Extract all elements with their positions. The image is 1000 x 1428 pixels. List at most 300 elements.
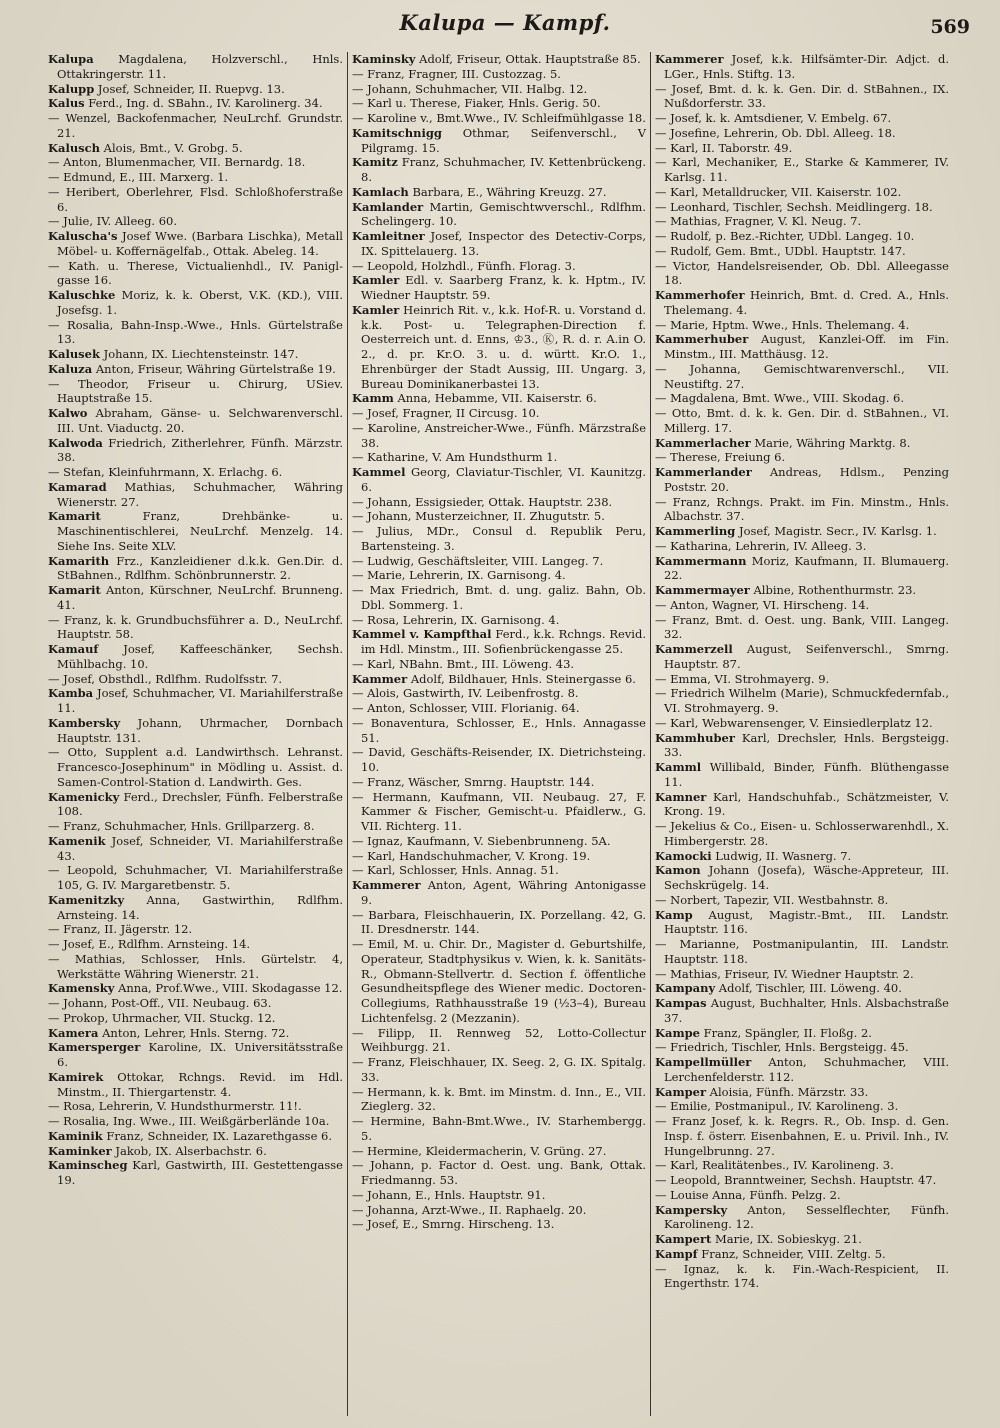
entry-details: — Karl, Mechaniker, E., Starke & Kammerer, IV. Karlsg. 11. bbox=[655, 155, 949, 184]
directory-entry bbox=[655, 893, 949, 908]
directory-entry bbox=[352, 1203, 646, 1218]
directory-entry bbox=[48, 406, 343, 436]
directory-entry bbox=[655, 318, 949, 333]
entry-surname: Kaminscheg bbox=[48, 1158, 128, 1173]
directory-entry bbox=[655, 288, 949, 318]
entry-details: — Johanna, Arzt-Wwe., II. Raphaelg. 20. bbox=[352, 1202, 587, 1217]
entry-surname: Kalusek bbox=[48, 347, 100, 361]
entry-details: — Leopold, Holzhdl., Fünfh. Florag. 3. bbox=[352, 258, 576, 273]
entry-surname: Kammel bbox=[352, 465, 406, 479]
directory-entry bbox=[352, 421, 646, 451]
directory-entry bbox=[655, 1247, 949, 1262]
directory-entry bbox=[352, 155, 646, 185]
entry-surname: Kamlander bbox=[352, 199, 424, 214]
entry-surname: Kammhuber bbox=[655, 730, 735, 745]
entry-details: Moriz, k. k. Oberst, V.K. (KD.), VIII. Josefsg. 1. bbox=[57, 288, 343, 317]
directory-entry bbox=[655, 598, 949, 613]
entry-surname: Kaluscha's bbox=[48, 229, 118, 243]
entry-details: Othmar, Seifenverschl., V Pilgramg. 15. bbox=[361, 125, 646, 155]
entry-details: — Hermine, Bahn-Bmt.Wwe., IV. Starhembergg. 5. bbox=[352, 1114, 646, 1143]
entry-details: — Franz, Schuhmacher, Hnls. Grillparzerg. 8. bbox=[48, 819, 315, 833]
entry-details: August, Buchhalter, Hnls. Alsbachstraße 37. bbox=[664, 996, 949, 1025]
entry-details: — Heribert, Oberlehrer, Flsd. Schloßhoferstraße 6. bbox=[48, 184, 343, 214]
entry-details: — Theodor, Friseur u. Chirurg, USiev. Hauptstraße 15. bbox=[48, 376, 343, 406]
entry-details: — Rosalia, Bahn-Insp.-Wwe., Hnls. Gürtelstraße 13. bbox=[48, 317, 343, 347]
entry-details: — Karl, Webwarensenger, V. Einsiedlerplatz 12. bbox=[655, 715, 933, 730]
entry-details: — Josef, E., Smrng. Hirscheng. 13. bbox=[352, 1217, 555, 1232]
entry-surname: Kammerhuber bbox=[655, 332, 749, 347]
entry-details: — Katharine, V. Am Hundsthurm 1. bbox=[352, 450, 558, 465]
entry-details: — Josef, Obsthdl., Rdlfhm. Rudolfsstr. 7. bbox=[48, 671, 283, 686]
entry-surname: Kamm bbox=[352, 391, 394, 406]
directory-entry bbox=[352, 568, 646, 583]
directory-entry bbox=[655, 819, 949, 849]
entry-details: — Emilie, Postmanipul., IV. Karolineng. 3. bbox=[655, 1099, 899, 1114]
entry-details: Ferd., k.k. Rchngs. Revid. im Hdl. Minstm., III. Sofienbrückengasse 25. bbox=[361, 627, 647, 656]
entry-surname: Kammerling bbox=[655, 524, 736, 538]
entry-surname: Kamauf bbox=[48, 642, 99, 656]
entry-details: — Therese, Freiung 6. bbox=[655, 450, 786, 465]
entry-details: — Marie, Lehrerin, IX. Garnisong. 4. bbox=[352, 568, 566, 583]
entry-details: — Hermann, Kaufmann, VII. Neubaug. 27, F. Kammer & Fischer, Gemischt-u. Pfaidlerw., G. VII. Richterg. 11. bbox=[352, 789, 646, 833]
directory-entry bbox=[655, 1158, 949, 1173]
entry-details: — Otto, Supplent a.d. Landwirthsch. Lehranst. Francesco-Josephinum" in Mödling u. Assist. d. Samen-Control-Station d. Landwirth. Ges. bbox=[48, 745, 343, 789]
entry-surname: Kamner bbox=[655, 789, 707, 804]
entry-details: — Karl, Metalldrucker, VII. Kaiserstr. 102. bbox=[655, 184, 902, 199]
entry-details: — Johanna, Gemischtwarenverschl., VII. Neustiftg. 27. bbox=[655, 361, 949, 391]
entry-surname: Kamitschnigg bbox=[352, 125, 442, 140]
directory-entry bbox=[655, 362, 949, 392]
directory-entry bbox=[655, 849, 949, 864]
directory-entry bbox=[352, 790, 646, 834]
directory-entry bbox=[352, 52, 646, 67]
entry-surname: Kamler bbox=[352, 302, 400, 317]
directory-entry bbox=[48, 863, 343, 893]
directory-entry bbox=[48, 141, 343, 156]
directory-entry bbox=[48, 716, 343, 746]
entry-surname: Kamenitzky bbox=[48, 892, 125, 907]
directory-entry bbox=[48, 1114, 343, 1129]
entry-details: Anna, Hebamme, VII. Kaiserstr. 6. bbox=[393, 391, 597, 406]
entry-details: Georg, Claviatur-Tischler, VI. Kaunitzg. 6. bbox=[361, 465, 646, 494]
entry-details: — Franz, Fragner, III. Custozzag. 5. bbox=[352, 66, 561, 81]
directory-entry bbox=[352, 450, 646, 465]
directory-entry bbox=[655, 1055, 949, 1085]
entry-details: Karoline, IX. Universitätsstraße 6. bbox=[57, 1040, 343, 1069]
entry-details: Heinrich Rit. v., k.k. Hof-R. u. Vorstand d. k.k. Post- u. Telegraphen-Direction f. Oesterreich unt. d. Enns, ♔3., Ⓚ, R. d. r. A.in O. 2., d. pr. Kr.O. 3. u. d. württ. Kr.O. 1., Ehrenbürger der Stadt Aussig, III. Ungarg. 3, Bureau Dominikanerbastei 13. bbox=[361, 302, 646, 391]
directory-entry bbox=[352, 716, 646, 746]
directory-entry bbox=[655, 790, 949, 820]
entry-details: Josef, Kaffeeschänker, Sechsh. Mühlbachg. 10. bbox=[57, 642, 343, 671]
directory-entry bbox=[48, 347, 343, 362]
column-3 bbox=[650, 52, 953, 1416]
directory-entry bbox=[352, 613, 646, 628]
entry-surname: Kalwo bbox=[48, 406, 88, 420]
entry-details: Adolf, Friseur, Ottak. Hauptstraße 85. bbox=[415, 52, 641, 66]
directory-entry bbox=[655, 937, 949, 967]
entry-surname: Kampe bbox=[655, 1025, 700, 1040]
directory-entry bbox=[655, 244, 949, 259]
entry-details: — Marianne, Postmanipulantin, III. Landstr. Hauptstr. 118. bbox=[655, 937, 949, 966]
entry-surname: Kaluza bbox=[48, 361, 93, 376]
entry-details: — Karoline, Anstreicher-Wwe., Fünfh. Märzstraße 38. bbox=[352, 420, 646, 450]
entry-details: — Josef, E., Rdlfhm. Arnsteing. 14. bbox=[48, 937, 251, 951]
directory-entry bbox=[352, 509, 646, 524]
entry-surname: Kalusch bbox=[48, 140, 101, 155]
entry-details: — Johann, E., Hnls. Hauptstr. 91. bbox=[352, 1187, 546, 1202]
directory-entry bbox=[655, 1114, 949, 1158]
entry-surname: Kamba bbox=[48, 686, 94, 701]
entry-details: Abraham, Gänse- u. Selchwarenverschl. III. Unt. Viaductg. 20. bbox=[57, 406, 343, 435]
entry-details: Ferd., Drechsler, Fünfh. Felberstraße 108. bbox=[57, 789, 343, 819]
directory-entry bbox=[352, 1217, 646, 1232]
entry-details: August, Magistr.-Bmt., III. Landstr. Hauptstr. 116. bbox=[664, 907, 949, 937]
entry-details: Anna, Gastwirthin, Rdlfhm. Arnsteing. 14. bbox=[57, 892, 343, 922]
page-header bbox=[40, 10, 970, 50]
directory-entry bbox=[352, 200, 646, 230]
entry-details: — Rosalia, Ing. Wwe., III. Weißgärberlände 10a. bbox=[48, 1114, 330, 1128]
directory-entry bbox=[655, 52, 949, 82]
directory-entry bbox=[352, 657, 646, 672]
entry-surname: Kammer bbox=[352, 671, 408, 686]
entry-details: Johann, Uhrmacher, Dornbach Hauptstr. 131. bbox=[57, 715, 343, 745]
directory-entry bbox=[48, 229, 343, 259]
directory-entry bbox=[48, 362, 343, 377]
entry-details: Anton, Kürschner, NeuLrchf. Brunneng. 41. bbox=[57, 583, 343, 612]
entry-details: — Karl, NBahn. Bmt., III. Löweng. 43. bbox=[352, 656, 575, 671]
entry-details: — Alois, Gastwirth, IV. Leibenfrostg. 8. bbox=[352, 686, 579, 701]
directory-entry bbox=[655, 200, 949, 215]
entry-details: — Mathias, Fragner, V. Kl. Neug. 7. bbox=[655, 214, 862, 229]
entry-details: Aloisia, Fünfh. Märzstr. 33. bbox=[706, 1084, 869, 1099]
entry-details: — Karl, II. Taborstr. 49. bbox=[655, 140, 793, 155]
directory-entry bbox=[48, 185, 343, 215]
directory-entry bbox=[655, 259, 949, 289]
directory-entry bbox=[352, 303, 646, 392]
entry-details: — David, Geschäfts-Reisender, IX. Dietrichsteing. 10. bbox=[352, 745, 646, 774]
directory-entry bbox=[352, 686, 646, 701]
directory-entry bbox=[48, 377, 343, 407]
entry-surname: Kammerer bbox=[352, 878, 421, 892]
entry-details: — Leopold, Branntweiner, Sechsh. Hauptstr. 47. bbox=[655, 1173, 937, 1187]
directory-entry bbox=[352, 96, 646, 111]
directory-entry bbox=[655, 1232, 949, 1247]
directory-entry bbox=[655, 539, 949, 554]
directory-entry bbox=[48, 613, 343, 643]
directory-entry bbox=[655, 111, 949, 126]
directory-entry bbox=[352, 111, 646, 126]
directory-entry bbox=[655, 1203, 949, 1233]
entry-details: Magdalena, Holzverschl., Hnls. Ottakringerstr. 11. bbox=[57, 52, 343, 81]
directory-entry bbox=[48, 1011, 343, 1026]
entry-details: — Franz, II. Jägerstr. 12. bbox=[48, 922, 193, 937]
directory-entry bbox=[48, 82, 343, 97]
entry-surname: Kamirek bbox=[48, 1069, 104, 1084]
entry-details: Marie, IX. Sobieskyg. 21. bbox=[711, 1232, 862, 1246]
entry-surname: Kammerlander bbox=[655, 465, 752, 479]
entry-details: — Johann, p. Factor d. Oest. ung. Bank, Ottak. Friedmanng. 53. bbox=[352, 1158, 646, 1187]
entry-details: — Franz, Rchngs. Prakt. im Fin. Minstm., Hnls. Albachstr. 37. bbox=[655, 494, 949, 524]
entry-details: — Anton, Blumenmacher, VII. Bernardg. 18. bbox=[48, 155, 306, 170]
entry-details: Franz, Spängler, II. Floßg. 2. bbox=[699, 1025, 872, 1040]
directory-entry bbox=[48, 893, 343, 923]
entry-details: — Karl u. Therese, Fiaker, Hnls. Gerig. 50. bbox=[352, 96, 601, 111]
directory-entry bbox=[655, 716, 949, 731]
directory-entry bbox=[352, 627, 646, 657]
directory-entry bbox=[48, 952, 343, 982]
entry-details: Martin, Gemischtwverschl., Rdlfhm. Schelingerg. 10. bbox=[361, 199, 646, 229]
directory-entry bbox=[655, 155, 949, 185]
directory-entry bbox=[655, 863, 949, 893]
entry-surname: Kamenicky bbox=[48, 789, 120, 804]
entry-details: — Stefan, Kleinfuhrmann, X. Erlachg. 6. bbox=[48, 465, 283, 479]
entry-details: — Josef, Fragner, II Circusg. 10. bbox=[352, 406, 540, 420]
entry-details: — Julie, IV. Alleeg. 60. bbox=[48, 214, 178, 229]
directory-entry bbox=[48, 288, 343, 318]
entry-surname: Kammerzell bbox=[655, 642, 733, 656]
entry-details: Franz, Drehbänke- u. Maschinentischlerei, NeuLrchf. Menzelg. 14. Siehe Ins. Seite XLV. bbox=[57, 509, 343, 553]
entry-details: Anna, Prof.Wwe., VIII. Skodagasse 12. bbox=[114, 981, 343, 996]
entry-details: — Bonaventura, Schlosser, E., Hnls. Annagasse 51. bbox=[352, 715, 646, 745]
directory-entry bbox=[655, 391, 949, 406]
entry-details: — Emma, VI. Strohmayerg. 9. bbox=[655, 671, 830, 686]
entry-details: Marie, Währing Marktg. 8. bbox=[750, 435, 911, 450]
entry-details: Anton, Agent, Währing Antonigasse 9. bbox=[361, 878, 646, 907]
entry-surname: Kamon bbox=[655, 863, 701, 878]
entry-details: — Victor, Handelsreisender, Ob. Dbl. Alleegasse 18. bbox=[655, 258, 949, 288]
entry-details: — Franz, Wäscher, Smrng. Hauptstr. 144. bbox=[352, 774, 595, 789]
directory-entry bbox=[352, 1144, 646, 1159]
directory-entry bbox=[352, 465, 646, 495]
entry-details: — Norbert, Tapezir, VII. Westbahnstr. 8. bbox=[655, 892, 889, 907]
directory-entry bbox=[48, 819, 343, 834]
directory-entry bbox=[352, 834, 646, 849]
entry-details: Ottokar, Rchngs. Revid. im Hdl. Minstm., II. Thiergartenstr. 4. bbox=[57, 1069, 343, 1099]
entry-details: — Anton, Schlosser, VIII. Florianig. 64. bbox=[352, 701, 580, 715]
entry-details: Josef, k.k. Hilfsämter-Dir. Adjct. d. LGer., Hnls. Stiftg. 13. bbox=[664, 52, 949, 81]
entry-details: Anton, Lehrer, Hnls. Sterng. 72. bbox=[98, 1025, 290, 1040]
entry-details: — Hermann, k. k. Bmt. im Minstm. d. Inn., E., VII. Zieglerg. 32. bbox=[352, 1084, 646, 1114]
directory-entry bbox=[655, 1026, 949, 1041]
entry-surname: Kaluschke bbox=[48, 288, 116, 302]
directory-entry bbox=[48, 1026, 343, 1041]
entry-details: — Josef, Bmt. d. k. k. Gen. Dir. d. StBahnen., IX. Nußdorferstr. 33. bbox=[655, 81, 949, 111]
directory-entry bbox=[655, 981, 949, 996]
entry-surname: Kamensky bbox=[48, 981, 115, 996]
column-2 bbox=[347, 52, 650, 1416]
entry-surname: Kammel v. Kampfthal bbox=[352, 627, 492, 642]
entry-details: Andreas, Hdlsm., Penzing Poststr. 20. bbox=[664, 465, 949, 494]
directory-entry bbox=[48, 214, 343, 229]
entry-details: — Johann, Musterzeichner, II. Zhugutstr. 5. bbox=[352, 509, 605, 524]
entry-details: — Ignaz, k. k. Fin.-Wach-Respicient, II. Engerthstr. 174. bbox=[655, 1261, 949, 1291]
entry-details: Mathias, Schuhmacher, Währing Wienerstr. 27. bbox=[57, 479, 343, 509]
entry-details: — Mathias, Friseur, IV. Wiedner Hauptstr. 2. bbox=[655, 966, 914, 981]
directory-entry bbox=[48, 436, 343, 466]
entry-details: — Josef, k. k. Amtsdiener, V. Embelg. 67. bbox=[655, 111, 892, 125]
directory-entry bbox=[655, 185, 949, 200]
entry-surname: Kampf bbox=[655, 1246, 698, 1261]
directory-entry bbox=[655, 672, 949, 687]
directory-entry bbox=[48, 642, 343, 672]
entry-details: Anton, Friseur, Währing Gürtelstraße 19. bbox=[92, 361, 336, 376]
directory-entry bbox=[48, 1129, 343, 1144]
entry-details: — Julius, MDr., Consul d. Republik Peru, Bartensteing. 3. bbox=[352, 524, 646, 553]
entry-details: — Wenzel, Backofenmacher, NeuLrchf. Grundstr. 21. bbox=[48, 111, 343, 140]
directory-entry bbox=[655, 731, 949, 761]
directory-entry bbox=[352, 229, 646, 259]
directory-entry bbox=[352, 583, 646, 613]
directory-entry bbox=[655, 141, 949, 156]
directory-entry bbox=[48, 170, 343, 185]
directory-entry bbox=[48, 318, 343, 348]
directory-entry bbox=[48, 996, 343, 1011]
entry-details: — Johann, Essigsieder, Ottak. Hauptstr. 238. bbox=[352, 494, 613, 509]
entry-surname: Kalus bbox=[48, 96, 85, 111]
entry-surname: Kammerhofer bbox=[655, 288, 745, 302]
entry-details: Josef, Schneider, VI. Mariahilferstraße 43. bbox=[57, 833, 343, 863]
entry-details: — Leonhard, Tischler, Sechsh. Meidlingerg. 18. bbox=[655, 199, 933, 214]
directory-entry bbox=[48, 111, 343, 141]
directory-entry bbox=[48, 834, 343, 864]
directory-entry bbox=[655, 229, 949, 244]
entry-details: — Prokop, Uhrmacher, VII. Stuckg. 12. bbox=[48, 1010, 276, 1025]
directory-entry bbox=[352, 1114, 646, 1144]
entry-surname: Kammerlacher bbox=[655, 435, 751, 450]
entry-details: Josef, Inspector des Detectiv-Corps, IX. Spittelauerg. 13. bbox=[361, 229, 646, 258]
entry-surname: Kampas bbox=[655, 996, 707, 1010]
directory-entry bbox=[655, 450, 949, 465]
directory-entry bbox=[48, 1144, 343, 1159]
entry-surname: Kamersperger bbox=[48, 1040, 141, 1055]
directory-entry bbox=[655, 642, 949, 672]
directory-entry bbox=[48, 554, 343, 584]
directory-entry bbox=[655, 82, 949, 112]
column-1 bbox=[44, 52, 347, 1416]
entry-surname: Kammerer bbox=[655, 52, 724, 66]
entry-details: Jakob, IX. Alserbachstr. 6. bbox=[111, 1143, 267, 1158]
directory-entry bbox=[655, 996, 949, 1026]
directory-entry bbox=[48, 1040, 343, 1070]
entry-details: — Edmund, E., III. Marxerg. 1. bbox=[48, 170, 229, 184]
page-title: Kalupa — Kampf. bbox=[399, 10, 611, 35]
entry-surname: Kambersky bbox=[48, 715, 121, 730]
directory-entry bbox=[655, 583, 949, 598]
directory-entry bbox=[48, 583, 343, 613]
directory-entry bbox=[352, 878, 646, 908]
entry-details: — Otto, Bmt. d. k. k. Gen. Dir. d. StBahnen., VI. Millerg. 17. bbox=[655, 406, 949, 435]
entry-surname: Kamp bbox=[655, 907, 693, 922]
entry-surname: Kamenik bbox=[48, 833, 106, 848]
entry-surname: Kamleitner bbox=[352, 229, 425, 243]
directory-entry bbox=[655, 1085, 949, 1100]
directory-entry bbox=[655, 465, 949, 495]
entry-surname: Kamper bbox=[655, 1084, 707, 1099]
entry-details: Ferd., Ing. d. SBahn., IV. Karolinerg. 34. bbox=[84, 96, 323, 111]
directory-columns bbox=[44, 52, 972, 1416]
entry-details: — Barbara, Fleischhauerin, IX. Porzellang. 42, G. II. Dresdnerstr. 144. bbox=[352, 907, 646, 937]
entry-details: Anton, Schuhmacher, VIII. Lerchenfelderstr. 112. bbox=[664, 1055, 949, 1084]
entry-surname: Kammermayer bbox=[655, 583, 750, 597]
directory-entry bbox=[48, 745, 343, 789]
directory-entry bbox=[352, 495, 646, 510]
directory-entry bbox=[352, 185, 646, 200]
directory-entry bbox=[655, 1262, 949, 1292]
directory-entry bbox=[352, 82, 646, 97]
entry-details: — Hermine, Kleidermacherin, V. Grüng. 27. bbox=[352, 1143, 607, 1158]
entry-surname: Kamarad bbox=[48, 479, 107, 494]
entry-surname: Kampany bbox=[655, 981, 716, 996]
directory-entry bbox=[352, 391, 646, 406]
directory-entry bbox=[48, 155, 343, 170]
entry-details: — Rudolf, p. Bez.-Richter, UDbl. Langeg. 10. bbox=[655, 229, 915, 243]
entry-details: Moriz, Kaufmann, II. Blumauerg. 22. bbox=[664, 553, 949, 583]
directory-entry bbox=[352, 701, 646, 716]
entry-surname: Kaminik bbox=[48, 1128, 103, 1143]
entry-details: — Ludwig, Geschäftsleiter, VIII. Langeg. 7. bbox=[352, 553, 604, 568]
directory-entry bbox=[352, 908, 646, 938]
directory-entry bbox=[352, 406, 646, 421]
directory-entry bbox=[48, 1070, 343, 1100]
directory-entry bbox=[655, 126, 949, 141]
entry-details: Franz, Schuhmacher, IV. Kettenbrückeng. 8. bbox=[361, 155, 646, 184]
entry-details: Adolf, Tischler, III. Löweng. 40. bbox=[715, 981, 902, 996]
entry-details: Ludwig, II. Wasnerg. 7. bbox=[711, 848, 852, 863]
directory-entry bbox=[48, 259, 343, 289]
entry-details: Willibald, Binder, Fünfh. Blüthengasse 11. bbox=[664, 760, 949, 789]
directory-entry bbox=[655, 613, 949, 643]
entry-surname: Kamlach bbox=[352, 184, 409, 199]
directory-entry bbox=[352, 1026, 646, 1056]
entry-details: — Marie, Hptm. Wwe., Hnls. Thelemang. 4. bbox=[655, 317, 910, 332]
directory-entry bbox=[352, 67, 646, 82]
directory-entry bbox=[352, 259, 646, 274]
entry-details: Josef, Schuhmacher, VI. Mariahilferstraße 11. bbox=[57, 686, 343, 715]
directory-entry bbox=[48, 480, 343, 510]
entry-details: — Franz, k. k. Grundbuchsführer a. D., NeuLrchf. Hauptstr. 58. bbox=[48, 612, 343, 642]
entry-details: — Friedrich Wilhelm (Marie), Schmuckfedernfab., VI. Strohmayerg. 9. bbox=[655, 686, 949, 715]
entry-details: — Rudolf, Gem. Bmt., UDbl. Hauptstr. 147. bbox=[655, 243, 906, 258]
directory-entry bbox=[48, 1099, 343, 1114]
entry-details: — Emil, M. u. Chir. Dr., Magister d. Geburtshilfe, Operateur, Stadtphysikus v. Wien, k. k. Sanitäts-R., Obmann-Stellvertr. d. Section f. öffentliche Gesundheitspflege des Wiener medic. Doctoren-Collegiums, Rathhausstraße 19 (½3–4), Bureau Lichtenfelsg. 2 (Mezzanin). bbox=[352, 937, 646, 1025]
directory-entry bbox=[352, 554, 646, 569]
entry-details: — Leopold, Schuhmacher, VI. Mariahilferstraße 105, G. IV. Margaretbenstr. 5. bbox=[48, 863, 343, 892]
entry-surname: Kamarit bbox=[48, 583, 101, 597]
directory-entry bbox=[48, 937, 343, 952]
entry-details: Alois, Bmt., V. Grobg. 5. bbox=[100, 140, 243, 155]
directory-entry bbox=[48, 686, 343, 716]
directory-entry bbox=[655, 436, 949, 451]
entry-details: August, Kanzlei-Off. im Fin. Minstm., III. Matthäusg. 12. bbox=[664, 332, 949, 361]
directory-entry bbox=[48, 1158, 343, 1188]
entry-details: August, Seifenverschl., Smrng. Hauptstr. 87. bbox=[664, 642, 949, 671]
entry-surname: Kammermann bbox=[655, 553, 747, 568]
entry-details: — Ignaz, Kaufmann, V. Siebenbrunneng. 5A. bbox=[352, 833, 611, 848]
directory-entry bbox=[655, 1099, 949, 1114]
entry-details: — Johann, Post-Off., VII. Neubaug. 63. bbox=[48, 996, 272, 1010]
directory-entry bbox=[48, 790, 343, 820]
directory-entry bbox=[48, 981, 343, 996]
entry-details: Josef Wwe. (Barbara Lischka), Metall Möbel- u. Koffernägelfab., Ottak. Abeleg. 14. bbox=[57, 229, 343, 258]
directory-entry bbox=[352, 1085, 646, 1115]
entry-details: — Kath. u. Therese, Victualienhdl., IV. Panigl-gasse 16. bbox=[48, 258, 343, 288]
entry-surname: Kampellmüller bbox=[655, 1055, 752, 1069]
entry-surname: Kalwoda bbox=[48, 435, 103, 450]
entry-surname: Kampersky bbox=[655, 1202, 728, 1217]
entry-details: Frz., Kanzleidiener d.k.k. Gen.Dir. d. StBahnen., Rdlfhm. Schönbrunnerstr. 2. bbox=[57, 553, 343, 583]
entry-details: — Karl, Handschuhmacher, V. Krong. 19. bbox=[352, 848, 591, 863]
entry-details: — Rosa, Lehrerin, IX. Garnisong. 4. bbox=[352, 612, 560, 627]
